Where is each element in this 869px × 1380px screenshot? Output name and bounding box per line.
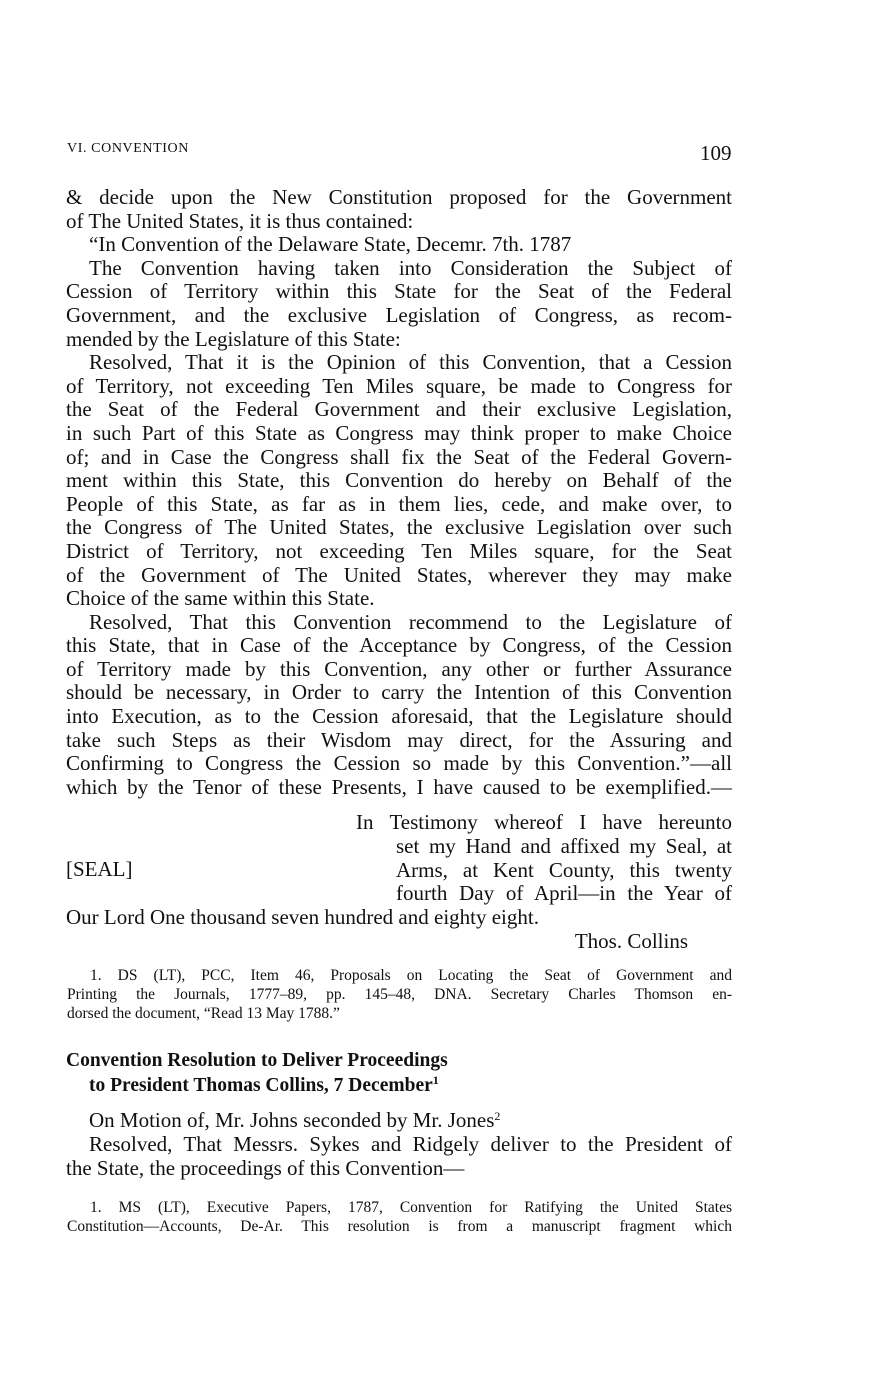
section-heading-line-1: Convention Resolution to Deliver Proceedings — [66, 1050, 448, 1071]
body-line: & decide upon the New Constitution proposed for the Government — [66, 185, 732, 209]
testimony-block — [66, 811, 732, 954]
section-heading — [66, 1048, 448, 1098]
body-line: Resolved, That this Convention recommend to the Legislature of — [89, 609, 732, 634]
body-line: People of this State, as far as in them lies, cede, and make over, to — [66, 491, 732, 516]
body-line: should be necessary, in Order to carry the Intention of this Convention — [66, 680, 732, 705]
body-line: Confirming to Congress the Cession so made by this Convention.”—all — [66, 751, 732, 776]
resolution-line — [66, 1108, 732, 1132]
footnote-ref: 2 — [494, 1109, 501, 1123]
body-text — [66, 186, 732, 799]
footnote-line: 1. MS (LT), Executive Papers, 1787, Convention for Ratifying the United States — [90, 1199, 732, 1216]
body-line: Choice of the same within this State. — [66, 586, 375, 611]
body-line: the Congress of The United States, the exclusive Legislation over such — [66, 515, 732, 540]
testimony-line: set my Hand and affixed my Seal, at — [396, 833, 732, 858]
running-head: VI. CONVENTION — [67, 141, 189, 156]
body-line: of The United States, it is thus contained: — [66, 208, 414, 233]
body-line: of; and in Case the Congress shall fix the Seat of the Federal Govern- — [66, 444, 732, 469]
resolution-line: the State, the proceedings of this Convention— — [66, 1156, 465, 1180]
resolution-line: Resolved, That Messrs. Sykes and Ridgely deliver to the President of — [89, 1132, 732, 1156]
resolution-line-text: On Motion of, Mr. Johns seconded by Mr. Jones — [89, 1108, 495, 1132]
body-line: which by the Tenor of these Presents, I have caused to be exemplified.— — [66, 774, 732, 799]
body-line: take such Steps as their Wisdom may direct, for the Assuring and — [66, 727, 732, 752]
footnote-line: dorsed the document, “Read 13 May 1788.” — [67, 1005, 340, 1022]
seal-label: [SEAL] — [66, 857, 133, 881]
body-line: Government, and the exclusive Legislation of Congress, as recom- — [66, 302, 732, 327]
body-line: of Territory made by this Convention, any other or further Assurance — [66, 656, 732, 681]
section-heading-line-2 — [66, 1073, 448, 1098]
body-line: The Convention having taken into Consideration the Subject of — [89, 255, 732, 280]
testimony-line: fourth Day of April—in the Year of — [396, 881, 732, 906]
body-line: of the Government of The United States, wherever they may make — [66, 562, 732, 587]
section-heading-text: to President Thomas Collins, 7 December — [89, 1075, 433, 1096]
footnote-2 — [67, 1198, 732, 1236]
body-line: the Seat of the Federal Government and their exclusive Legislation, — [66, 397, 732, 422]
footnote-line: Printing the Journals, 1777–89, pp. 145–48, DNA. Secretary Charles Thomson en- — [67, 986, 732, 1003]
body-line: Cession of Territory within this State for the Seat of the Federal — [66, 279, 732, 304]
testimony-line: Our Lord One thousand seven hundred and eighty eight. — [66, 905, 539, 930]
body-line: of Territory, not exceeding Ten Miles square, be made to Congress for — [66, 373, 732, 398]
body-line: mended by the Legislature of this State: — [66, 326, 401, 351]
body-line: Resolved, That it is the Opinion of this Convention, that a Cession — [89, 350, 732, 375]
page-number: 109 — [700, 141, 732, 165]
body-line: District of Territory, not exceeding Ten Miles square, for the Seat — [66, 538, 732, 563]
body-line: in such Part of this State as Congress may think proper to make Choice — [66, 420, 732, 445]
testimony-line: In Testimony whereof I have hereunto — [356, 810, 732, 834]
signature: Thos. Collins — [574, 928, 688, 953]
footnote-line: 1. DS (LT), PCC, Item 46, Proposals on Locating the Seat of Government and — [90, 967, 732, 984]
resolution-text — [66, 1108, 732, 1180]
footnote-line: Constitution—Accounts, De-Ar. This resolution is from a manuscript fragment which — [67, 1218, 732, 1235]
footnote-ref: 1 — [432, 1073, 439, 1087]
testimony-line: Arms, at Kent County, this twenty — [396, 857, 732, 882]
body-line: this State, that in Case of the Acceptance by Congress, of the Cession — [66, 633, 732, 658]
body-line: ment within this State, this Convention do hereby on Behalf of the — [66, 468, 732, 493]
body-line: into Execution, as to the Cession aforesaid, that the Legislature should — [66, 704, 732, 729]
footnote-1 — [67, 966, 732, 1023]
body-line: “In Convention of the Delaware State, Decemr. 7th. 1787 — [89, 232, 572, 257]
